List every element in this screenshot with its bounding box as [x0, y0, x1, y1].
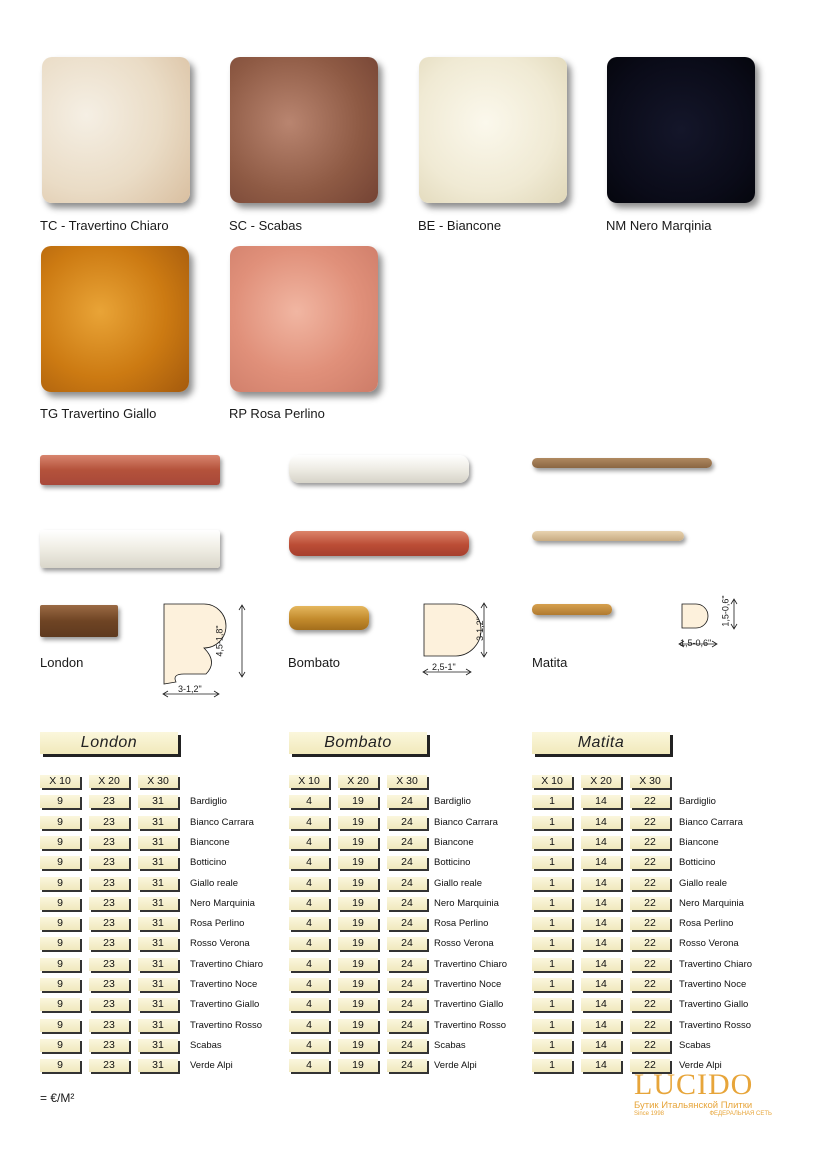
tile-label: TG Travertino Giallo — [40, 406, 157, 421]
price-cell: 23 — [89, 958, 129, 971]
price-cell: 23 — [89, 937, 129, 950]
price-cell: 24 — [387, 998, 427, 1011]
price-cell: 19 — [338, 958, 378, 971]
tile-travertino-chiaro — [42, 57, 190, 203]
price-cell: 1 — [532, 877, 572, 890]
price-cell: 4 — [289, 998, 329, 1011]
price-cell: 22 — [630, 917, 670, 930]
material-name: Botticino — [434, 857, 471, 869]
table-title-matita: Matita — [532, 732, 670, 754]
material-name: Travertino Rosso — [434, 1019, 506, 1031]
price-cell: 31 — [138, 978, 178, 991]
price-cell: 24 — [387, 877, 427, 890]
column-header: X 20 — [89, 775, 129, 788]
material-name: Rosso Verona — [190, 938, 250, 950]
price-cell: 24 — [387, 897, 427, 910]
tile-nero-marqinia — [607, 57, 755, 203]
price-cell: 14 — [581, 1039, 621, 1052]
material-name: Rosa Perlino — [190, 918, 245, 930]
material-name: Verde Alpi — [434, 1060, 477, 1072]
column-header: X 20 — [338, 775, 378, 788]
material-name: Giallo reale — [679, 877, 728, 889]
logo-since: Since 1998 — [634, 1111, 665, 1117]
price-cell: 14 — [581, 998, 621, 1011]
price-cell: 4 — [289, 917, 329, 930]
price-cell: 23 — [89, 917, 129, 930]
logo-name: LUCIDO — [634, 1068, 754, 1101]
price-cell: 23 — [89, 856, 129, 869]
dim-london-width: 3-1,2" — [178, 684, 202, 694]
price-cell: 19 — [338, 937, 378, 950]
molding-london-rosso — [40, 455, 220, 485]
material-name: Rosa Perlino — [434, 918, 489, 930]
tile-label: BE - Biancone — [418, 218, 502, 233]
material-name: Botticino — [679, 857, 716, 869]
price-cell: 24 — [387, 958, 427, 971]
price-cell: 22 — [630, 978, 670, 991]
profile-bombato-section — [418, 600, 502, 682]
price-cell: 22 — [630, 1039, 670, 1052]
material-name: Scabas — [434, 1039, 466, 1051]
molding-bombato-bianco — [289, 455, 469, 483]
profile-label-matita: Matita — [532, 655, 568, 670]
tile-label: NM Nero Marqinia — [606, 218, 712, 233]
price-cell: 31 — [138, 795, 178, 808]
price-cell: 31 — [138, 897, 178, 910]
material-name: Rosso Verona — [434, 938, 494, 950]
price-cell: 14 — [581, 917, 621, 930]
material-name: Travertino Giallo — [434, 999, 504, 1011]
price-cell: 19 — [338, 1059, 378, 1072]
price-cell: 31 — [138, 856, 178, 869]
material-name: Nero Marquinia — [190, 897, 255, 909]
material-name: Verde Alpi — [679, 1060, 722, 1072]
price-cell: 31 — [138, 1059, 178, 1072]
price-cell: 9 — [40, 1019, 80, 1032]
price-cell: 31 — [138, 937, 178, 950]
price-cell: 22 — [630, 1019, 670, 1032]
price-cell: 19 — [338, 917, 378, 930]
price-cell: 19 — [338, 816, 378, 829]
price-cell: 19 — [338, 836, 378, 849]
profile-london-section — [158, 600, 254, 700]
price-cell: 19 — [338, 856, 378, 869]
price-cell: 24 — [387, 978, 427, 991]
price-cell: 14 — [581, 856, 621, 869]
price-cell: 14 — [581, 978, 621, 991]
column-header: X 10 — [40, 775, 80, 788]
price-cell: 4 — [289, 795, 329, 808]
molding-matita-travertino-noce — [532, 458, 712, 468]
material-name: Travertino Noce — [679, 979, 747, 990]
dim-matita-height: 1,5-0,6" — [720, 595, 731, 627]
dim-london-height: 4,5-1,8" — [214, 625, 225, 657]
price-cell: 4 — [289, 836, 329, 849]
dim-matita-width: 1,5-0,6" — [680, 638, 712, 648]
molding-london-bianco — [40, 530, 220, 568]
price-cell: 1 — [532, 1019, 572, 1032]
price-cell: 23 — [89, 978, 129, 991]
price-cell: 4 — [289, 978, 329, 991]
price-cell: 14 — [581, 897, 621, 910]
price-cell: 9 — [40, 958, 80, 971]
price-cell: 1 — [532, 937, 572, 950]
price-cell: 1 — [532, 836, 572, 849]
material-name: Bianco Carrara — [679, 816, 743, 828]
price-cell: 24 — [387, 1059, 427, 1072]
price-cell: 23 — [89, 998, 129, 1011]
price-cell: 24 — [387, 937, 427, 950]
price-cell: 24 — [387, 856, 427, 869]
price-cell: 1 — [532, 978, 572, 991]
material-name: Nero Marquinia — [679, 897, 744, 909]
price-cell: 22 — [630, 937, 670, 950]
price-cell: 9 — [40, 877, 80, 890]
tile-rosa-perlino — [230, 246, 378, 392]
column-header: X 20 — [581, 775, 621, 788]
price-cell: 1 — [532, 1059, 572, 1072]
material-name: Bardiglio — [434, 796, 471, 808]
price-cell: 1 — [532, 917, 572, 930]
molding-matita-travertino-chiaro — [532, 531, 684, 541]
material-name: Bianco Carrara — [434, 816, 498, 828]
price-cell: 19 — [338, 978, 378, 991]
price-cell: 23 — [89, 795, 129, 808]
price-cell: 1 — [532, 897, 572, 910]
price-cell: 9 — [40, 1039, 80, 1052]
price-cell: 9 — [40, 937, 80, 950]
material-name: Scabas — [190, 1039, 222, 1051]
price-cell: 23 — [89, 836, 129, 849]
price-cell: 24 — [387, 1019, 427, 1032]
material-name: Travertino Chiaro — [679, 958, 753, 970]
sample-bombato — [289, 606, 369, 630]
price-cell: 22 — [630, 1059, 670, 1072]
material-name: Bardiglio — [190, 796, 227, 808]
price-cell: 1 — [532, 795, 572, 808]
price-cell: 14 — [581, 937, 621, 950]
price-cell: 1 — [532, 998, 572, 1011]
price-cell: 4 — [289, 856, 329, 869]
price-cell: 9 — [40, 816, 80, 829]
tile-scabas — [230, 57, 378, 203]
price-cell: 31 — [138, 836, 178, 849]
material-name: Verde Alpi — [190, 1060, 233, 1072]
tile-travertino-giallo — [41, 246, 189, 392]
tile-label: SC - Scabas — [229, 218, 302, 233]
material-name: Travertino Rosso — [190, 1019, 262, 1031]
sample-matita — [532, 604, 612, 615]
price-cell: 31 — [138, 917, 178, 930]
price-cell: 31 — [138, 1019, 178, 1032]
logo-network: ФЕДЕРАЛЬНАЯ СЕТЬ — [709, 1111, 772, 1117]
price-cell: 9 — [40, 1059, 80, 1072]
brand-logo — [634, 1070, 784, 1117]
price-cell: 4 — [289, 897, 329, 910]
price-cell: 14 — [581, 1059, 621, 1072]
price-cell: 23 — [89, 1039, 129, 1052]
price-cell: 22 — [630, 856, 670, 869]
price-cell: 14 — [581, 816, 621, 829]
material-name: Biancone — [434, 836, 474, 848]
material-name: Travertino Chiaro — [190, 958, 264, 970]
material-name: Giallo reale — [434, 877, 483, 889]
tile-biancone — [419, 57, 567, 203]
material-name: Giallo reale — [190, 877, 239, 889]
price-cell: 14 — [581, 877, 621, 890]
price-cell: 22 — [630, 897, 670, 910]
price-cell: 22 — [630, 998, 670, 1011]
sample-london — [40, 605, 118, 637]
price-cell: 19 — [338, 795, 378, 808]
price-cell: 23 — [89, 1059, 129, 1072]
price-cell: 4 — [289, 877, 329, 890]
price-cell: 24 — [387, 816, 427, 829]
price-cell: 19 — [338, 1039, 378, 1052]
column-header: X 30 — [630, 775, 670, 788]
price-cell: 23 — [89, 816, 129, 829]
price-cell: 19 — [338, 877, 378, 890]
material-name: Travertino Noce — [190, 979, 258, 990]
price-cell: 1 — [532, 1039, 572, 1052]
price-cell: 9 — [40, 897, 80, 910]
price-cell: 4 — [289, 1019, 329, 1032]
material-name: Travertino Giallo — [190, 999, 260, 1011]
price-cell: 1 — [532, 856, 572, 869]
profile-label-london: London — [40, 655, 84, 670]
price-cell: 31 — [138, 877, 178, 890]
price-cell: 9 — [40, 795, 80, 808]
material-name: Biancone — [190, 836, 230, 848]
material-name: Bianco Carrara — [190, 816, 254, 828]
price-cell: 31 — [138, 958, 178, 971]
tile-label: TC - Travertino Chiaro — [40, 218, 169, 233]
unit-note: = €/M² — [40, 1091, 75, 1105]
price-cell: 14 — [581, 836, 621, 849]
column-header: X 10 — [532, 775, 572, 788]
tile-label: RP Rosa Perlino — [229, 406, 325, 421]
price-cell: 4 — [289, 937, 329, 950]
price-cell: 22 — [630, 958, 670, 971]
material-name: Biancone — [679, 836, 719, 848]
price-cell: 24 — [387, 917, 427, 930]
price-cell: 4 — [289, 816, 329, 829]
price-cell: 22 — [630, 816, 670, 829]
price-cell: 4 — [289, 1039, 329, 1052]
price-cell: 1 — [532, 958, 572, 971]
material-name: Scabas — [679, 1039, 711, 1051]
logo-subtitle: Бутик Итальянской Плитки — [634, 1100, 753, 1111]
column-header: X 10 — [289, 775, 329, 788]
price-cell: 4 — [289, 1059, 329, 1072]
material-name: Travertino Chiaro — [434, 958, 508, 970]
material-name: Travertino Giallo — [679, 999, 749, 1011]
price-cell: 14 — [581, 958, 621, 971]
material-name: Travertino Noce — [434, 979, 502, 990]
price-cell: 19 — [338, 1019, 378, 1032]
price-cell: 31 — [138, 816, 178, 829]
profile-label-bombato: Bombato — [288, 655, 341, 670]
price-cell: 4 — [289, 958, 329, 971]
material-name: Travertino Rosso — [679, 1019, 751, 1031]
column-header: X 30 — [138, 775, 178, 788]
price-cell: 19 — [338, 998, 378, 1011]
price-cell: 24 — [387, 795, 427, 808]
material-name: Rosa Perlino — [679, 918, 734, 930]
material-name: Nero Marquinia — [434, 897, 499, 909]
material-name: Botticino — [190, 857, 227, 869]
dim-bombato-height: 3-1,2" — [474, 617, 485, 641]
price-cell: 14 — [581, 795, 621, 808]
price-cell: 1 — [532, 816, 572, 829]
table-title-bombato: Bombato — [289, 732, 427, 754]
table-title-london: London — [40, 732, 178, 754]
price-cell: 22 — [630, 836, 670, 849]
price-cell: 14 — [581, 1019, 621, 1032]
price-cell: 9 — [40, 856, 80, 869]
price-cell: 19 — [338, 897, 378, 910]
price-cell: 9 — [40, 978, 80, 991]
price-cell: 23 — [89, 897, 129, 910]
price-cell: 9 — [40, 917, 80, 930]
price-cell: 31 — [138, 1039, 178, 1052]
price-cell: 23 — [89, 877, 129, 890]
column-header: X 30 — [387, 775, 427, 788]
price-cell: 9 — [40, 836, 80, 849]
price-cell: 31 — [138, 998, 178, 1011]
material-name: Rosso Verona — [679, 938, 739, 950]
price-cell: 22 — [630, 877, 670, 890]
material-name: Bardiglio — [679, 796, 716, 808]
price-cell: 9 — [40, 998, 80, 1011]
price-cell: 23 — [89, 1019, 129, 1032]
dim-bombato-width: 2,5-1" — [432, 662, 456, 672]
price-cell: 22 — [630, 795, 670, 808]
price-cell: 24 — [387, 1039, 427, 1052]
price-cell: 24 — [387, 836, 427, 849]
molding-bombato-rosso — [289, 531, 469, 556]
